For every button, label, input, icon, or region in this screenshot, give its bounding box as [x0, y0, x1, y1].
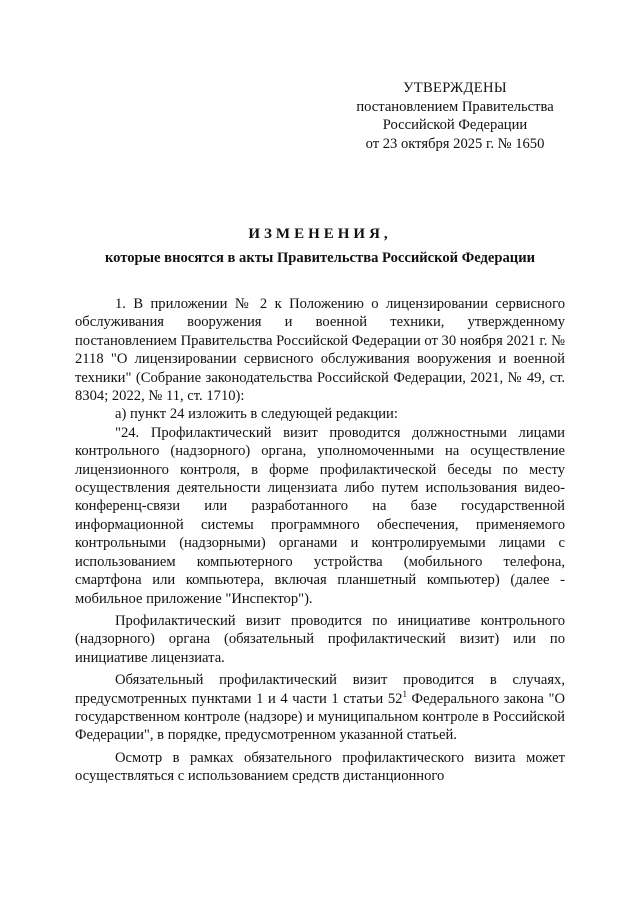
- approval-line-2: Российской Федерации: [382, 117, 528, 133]
- paragraph-1: 1. В приложении № 2 к Положению о лицензировании сервисного обслуживания вооружения и военной техники, утвержденному постановлением Правительства Российской Федерации от 30 ноября 2021 г. № 2118 "О лицензировании сервисного обслуживания вооружения и военной техники" (Собрание законодательства Российской Федерации, 2021, № 49, ст. 8304; 2022, № 11, ст. 1710):: [75, 296, 565, 405]
- approval-line-3: от 23 октября 2025 г. № 1650: [365, 135, 545, 152]
- approval-line-1: постановлением Правительства: [356, 98, 554, 115]
- approval-block: [345, 79, 565, 153]
- superscript-index: 1: [402, 688, 407, 699]
- document-subtitle: которые вносятся в акты Правительства Российской Федерации: [104, 250, 536, 266]
- paragraph-5-text-after: Федерального закона "О государственном контроле (надзоре) и муниципальном контроле в Российской Федерации", в порядке, предусмотренном указанной статьей.: [75, 690, 565, 744]
- paragraph-3: "24. Профилактический визит проводится должностными лицами контрольного (надзорного) органа, уполномоченными на осуществление лицензионного контроля, в форме профилактической беседы по месту осуществления деятельности лицензиата либо путем использования видео-конференц-связи или разработанного на базе государственной информационной системы программного обеспечения, применяемого контрольными (надзорными) органами и контролируемыми лицами с использованием компьютерного устройства (мобильного телефона, смартфона или компьютера, включая планшетный компьютер) (далее - мобильное приложение "Инспектор").: [75, 424, 565, 607]
- approval-heading: УТВЕРЖДЕНЫ: [403, 80, 507, 96]
- document-title: ИЗМЕНЕНИЯ,: [248, 226, 392, 242]
- paragraph-5: [75, 671, 565, 745]
- paragraph-2: а) пункт 24 изложить в следующей редакции:: [115, 406, 398, 423]
- document-body: [75, 295, 565, 786]
- paragraph-6: Осмотр в рамках обязательного профилактического визита может осуществляться с использованием средств дистанционного: [75, 749, 565, 785]
- paragraph-4: Профилактический визит проводится по инициативе контрольного (надзорного) органа (обязательный профилактический визит) или по инициативе лицензиата.: [75, 612, 565, 666]
- paragraph-5-text-before: Обязательный профилактический визит проводится в случаях, предусмотренных пунктами 1 и 4 части 1 статьи 52: [75, 672, 565, 707]
